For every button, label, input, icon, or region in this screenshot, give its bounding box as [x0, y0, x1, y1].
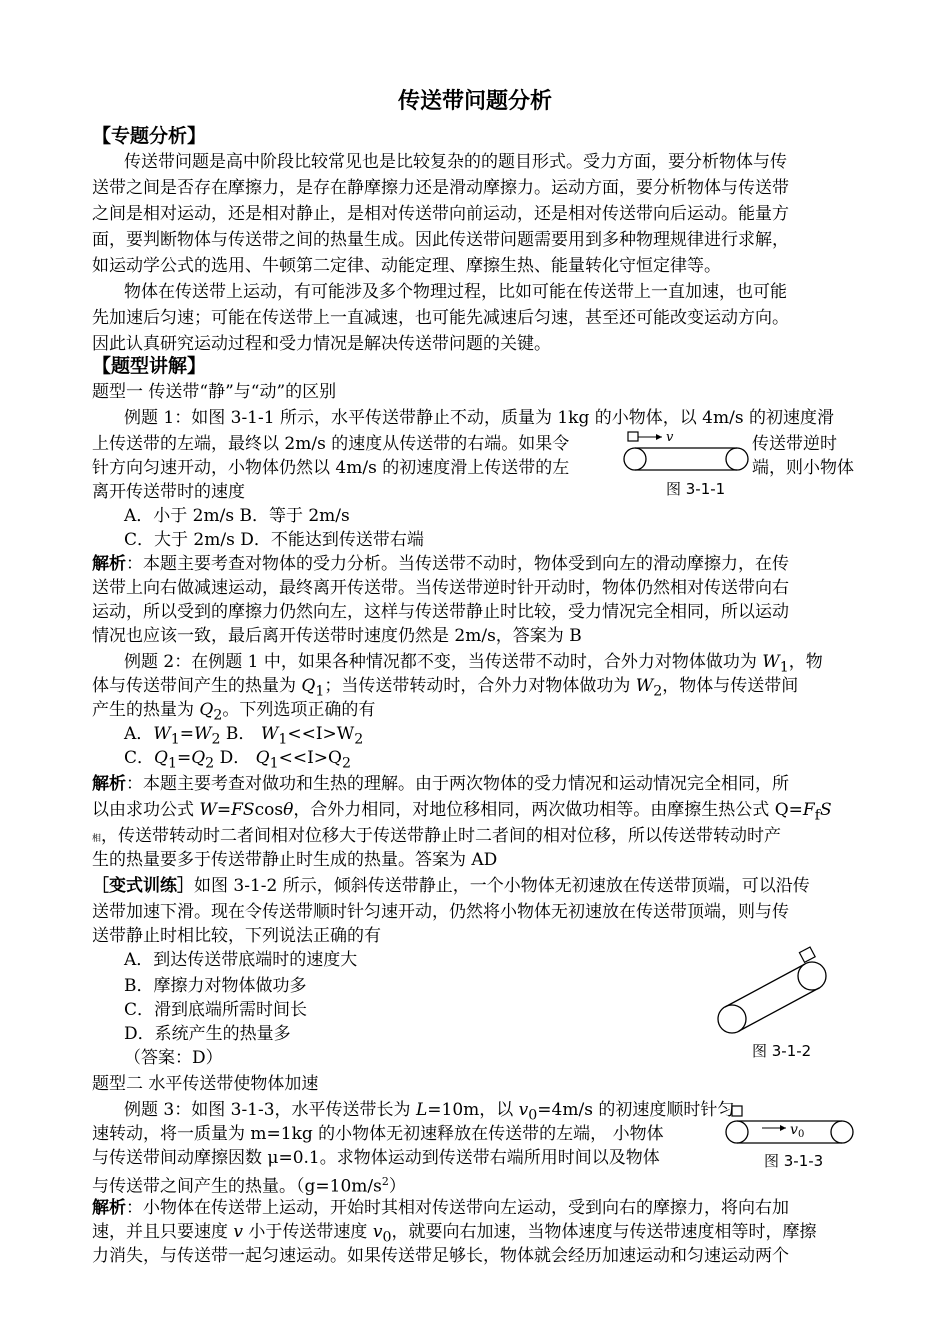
variant-option: C．滑到底端所需时间长: [124, 1000, 308, 1020]
paragraph-line: 面，要判断物体与传送带之间的热量生成。因此传送带问题需要用到多种物理规律进行求解，: [92, 230, 789, 250]
example1-line: 端，则小物体: [752, 458, 854, 478]
solution3-line: 解析：小物体在传送带上运动，开始时其相对传送带向左运动，受到向右的摩擦力，将向右加: [92, 1198, 789, 1218]
solution1-line: 运动，所以受到的摩擦力仍然向左，这样与传送带静止时比较，受力情况完全相同，所以运动: [92, 602, 789, 622]
variant-line: 送带加速下滑。现在令传送带顺时针匀速开动，仍然将小物体无初速放在传送带顶端，则与传: [92, 902, 789, 922]
example1-options: A．小于 2m/s B．等于 2m/s: [124, 506, 350, 526]
variant-line: ［变式训练］如图 3-1-2 所示，倾斜传送带静止，一个小物体无初速放在传送带顶端，可以沿传: [92, 876, 810, 896]
solution2-line: 生的热量要多于传送带静止时生成的热量。答案为 AD: [92, 850, 498, 870]
type-heading-2: 题型二 水平传送带使物体加速: [92, 1074, 319, 1094]
inclined-conveyor-figure: [706, 944, 836, 1040]
example1-line: 离开传送带时的速度: [92, 482, 245, 502]
solution2-line: 相，传送带转动时二者间相对位移大于传送带静止时二者间的相对位移，所以传送带转动时产: [92, 826, 782, 846]
solution-tag: 解析: [92, 554, 126, 574]
paragraph-line: 先加速后匀速；可能在传送带上一直减速，也可能先减速后匀速，甚至还可能改变运动方向。: [92, 308, 789, 328]
variant-option: B．摩擦力对物体做功多: [124, 976, 307, 996]
figure-caption: 图 3-1-2: [752, 1042, 812, 1060]
paragraph-line: 送带之间是否存在摩擦力，是存在静摩擦力还是滑动摩擦力。运动方面，要分析物体与传送带: [92, 178, 789, 198]
solution3-line: 力消失，与传送带一起匀速运动。如果传送带足够长，物体就会经历加速运动和匀速运动两个: [92, 1246, 789, 1266]
type-heading-1: 题型一 传送带“静”与“动”的区别: [92, 382, 337, 402]
velocity-label: v: [790, 1122, 798, 1138]
solution2-line: 以由求功公式 W=FScosθ，合外力相同，对地位移相同，两次做功相等。由摩擦生热公式 $Q=F_fS$: [92, 800, 832, 824]
example2-options: A．$W_1=W_2$ B． $W_1<<I>W_2$: [124, 724, 364, 748]
paragraph-line: 传送带问题是高中阶段比较常见也是比较复杂的的题目形式。受力方面，要分析物体与传: [124, 152, 787, 172]
solution1-line: 情况也应该一致，最后离开传送带时速度仍然是 2m/s，答案为 B: [92, 626, 582, 646]
section-heading-analysis: 【专题分析】: [92, 125, 207, 147]
example2-line: 产生的热量为 $Q_2$。下列选项正确的有: [92, 700, 376, 724]
figure-caption: 图 3-1-3: [764, 1152, 824, 1170]
example3-line: 与传送带间动摩擦因数 μ=0.1。求物体运动到传送带右端所用时间以及物体: [92, 1148, 660, 1168]
example3-line: 速转动，将一质量为 m=1kg 的小物体无初速释放在传送带的左端， 小物体: [92, 1124, 664, 1144]
example1-line: 上传送带的左端，最终以 2m/s 的速度从传送带的右端。如果令: [92, 434, 570, 454]
variant-option: A．到达传送带底端时的速度大: [124, 950, 358, 970]
example1-options: C．大于 2m/s D．不能达到传送带右端: [124, 530, 424, 550]
variant-option: D．系统产生的热量多: [124, 1024, 291, 1044]
example1-line: 针方向匀速开动，小物体仍然以 4m/s 的初速度滑上传送带的左: [92, 458, 570, 478]
velocity-label: v: [666, 430, 674, 445]
example3-line: 例题 3：如图 3-1-3，水平传送带长为 L=10m，以 $v_0=4m/s$ 的初速度顺时针匀: [124, 1100, 735, 1124]
solution3-line: 速，并且只要速度 v 小于传送带速度 $v_0$，就要向右加速，当物体速度与传送带速度相等时，摩擦: [92, 1222, 817, 1246]
conveyor-figure-3: [722, 1104, 858, 1150]
paragraph-line: 之间是相对运动，还是相对静止，是相对传送带向前运动，还是相对传送带向后运动。能量方: [92, 204, 789, 224]
example2-line: 例题 2：在例题 1 中，如果各种情况都不变，当传送带不动时，合外力对物体做功为 $W_1$，物: [124, 652, 823, 676]
paragraph-line: 因此认真研究运动过程和受力情况是解决传送带问题的关键。: [92, 334, 551, 354]
example3-line: 与传送带之间产生的热量。$(g=10m/s^2)$: [92, 1175, 406, 1197]
figure-caption: 图 3-1-1: [666, 480, 726, 498]
solution1-line: 送带上向右做减速运动，最终离开传送带。当传送带逆时针开动时，物体仍然相对传送带向右: [92, 578, 789, 598]
paragraph-line: 如运动学公式的选用、牛顿第二定律、动能定理、摩擦生热、能量转化守恒定律等。: [92, 256, 721, 276]
example1-line: 例题 1：如图 3-1-1 所示，水平传送带静止不动，质量为 1kg 的小物体，以 4m/s 的初速度滑: [124, 408, 834, 428]
example2-options: C．$Q_1=Q_2$ D． $Q_1<<I>Q_2$: [124, 748, 351, 772]
conveyor-figure-1: [620, 428, 750, 476]
variant-line: 送带静止时相比较，下列说法正确的有: [92, 926, 381, 946]
paragraph-line: 物体在传送带上运动，有可能涉及多个物理过程，比如可能在传送带上一直加速，也可能: [124, 282, 787, 302]
variant-answer: （答案：D）: [124, 1048, 223, 1068]
example2-line: 体与传送带间产生的热量为 $Q_1$；当传送带转动时，合外力对物体做功为 $W_2$，物体与传送带间: [92, 676, 799, 700]
velocity-subscript: 0: [798, 1129, 805, 1140]
section-heading-types: 【题型讲解】: [92, 355, 207, 377]
solution1-line: 解析：本题主要考查对物体的受力分析。当传送带不动时，物体受到向左的滑动摩擦力，在传: [92, 554, 789, 574]
example1-line: 传送带逆时: [752, 434, 837, 454]
page-title: 传送带问题分析: [397, 89, 552, 114]
solution2-line: 解析：本题主要考查对做功和生热的理解。由于两次物体的受力情况和运动情况完全相同，所: [92, 774, 789, 794]
